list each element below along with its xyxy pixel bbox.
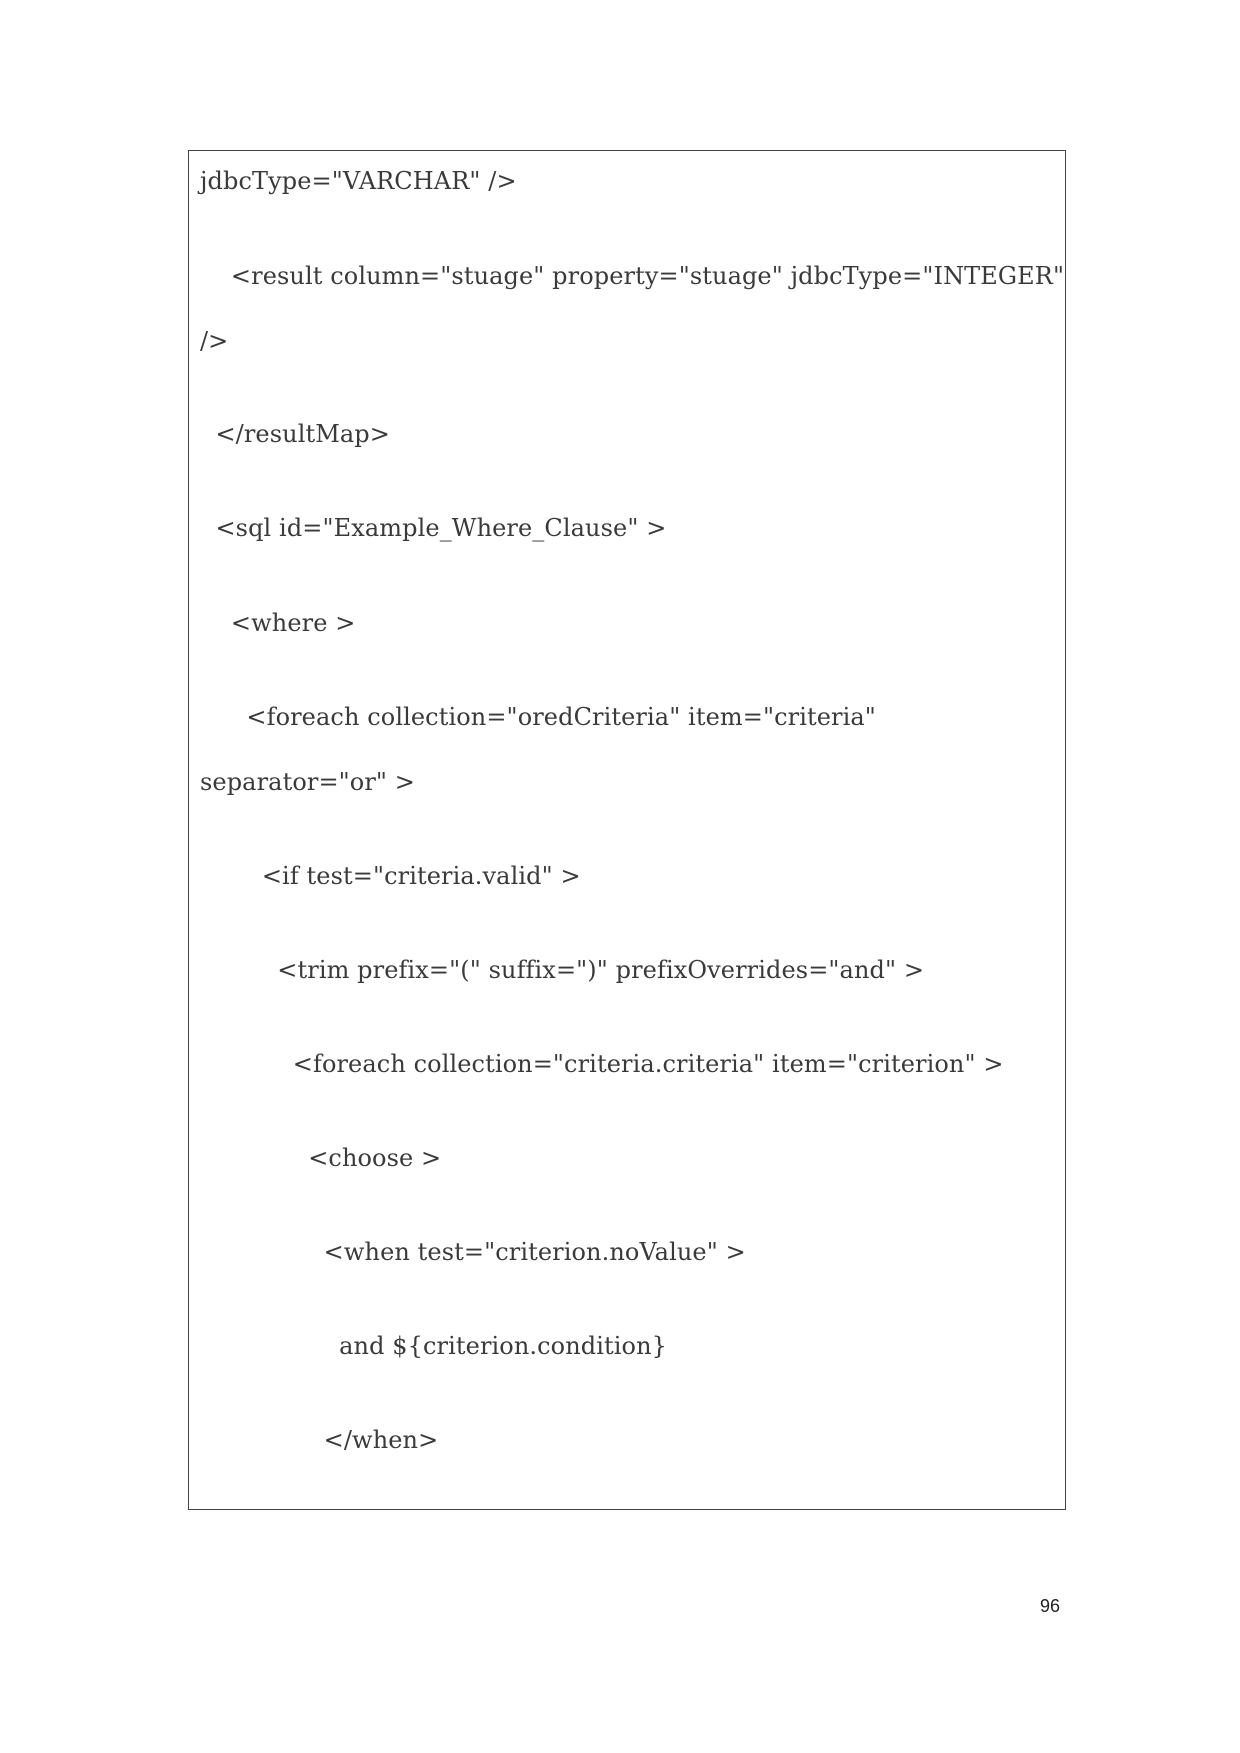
code-line: </resultMap> [200, 420, 390, 448]
code-line: <choose > [200, 1144, 442, 1172]
code-listing-box [188, 150, 1066, 1510]
code-line: separator="or" > [200, 768, 415, 796]
code-line: jdbcType="VARCHAR" /> [200, 167, 517, 195]
code-line: <result column="stuage" property="stuage" jdbcType="INTEGER" [200, 262, 1065, 290]
code-line: </when> [200, 1426, 439, 1454]
code-line: <sql id="Example_Where_Clause" > [200, 514, 667, 542]
page-number: 96 [1039, 1596, 1060, 1616]
code-line: <foreach collection="criteria.criteria" item="criterion" > [200, 1050, 1004, 1078]
code-line: <when test="criterion.noValue" > [200, 1238, 746, 1266]
code-line: <trim prefix="(" suffix=")" prefixOverrides="and" > [200, 956, 925, 984]
code-line: /> [200, 327, 229, 355]
code-line: <where > [200, 609, 356, 637]
code-line: and ${criterion.condition} [200, 1332, 668, 1360]
code-line: <foreach collection="oredCriteria" item="criteria" [200, 703, 876, 731]
code-line: <if test="criteria.valid" > [200, 862, 581, 890]
